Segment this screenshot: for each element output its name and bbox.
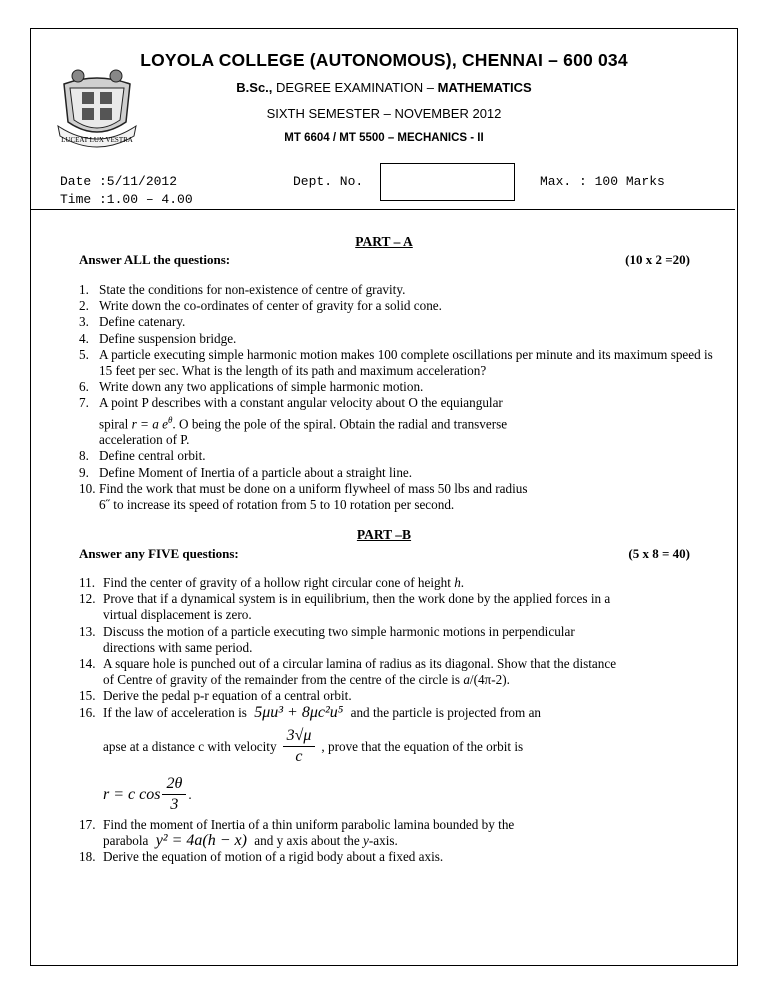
- question: 1. State the conditions for non-existence of centre of gravity.: [79, 282, 406, 297]
- svg-text:LUCEAT LUX VESTRA: LUCEAT LUX VESTRA: [61, 136, 133, 144]
- course-line: MT 6604 / MT 5500 – MECHANICS - II: [284, 132, 484, 144]
- spiral-formula: r = a e: [131, 416, 168, 432]
- dept-label: Dept. No.: [293, 174, 364, 189]
- question: 3. Define catenary.: [79, 314, 186, 330]
- degree-middle: DEGREE EXAMINATION –: [272, 80, 438, 95]
- question: 17. Find the moment of Inertia of a thin uniform parabolic lamina bounded by the parabola y² = 4a(h − x) and y axis about the y-axis.: [79, 816, 515, 850]
- question: 13. Discuss the motion of a particle executing two simple harmonic motions in perpendicular directions with same period.: [79, 623, 575, 655]
- orbit-equation: r = c cos $\frac{2\theta}{3}$ .: [103, 775, 192, 814]
- question: 14. A square hole is punched out of a circular lamina of radius as its diagonal. Show that the distance of Centre of gravity of the remainder from the centre of the circle is a/(4π-2).: [79, 656, 617, 688]
- acceleration-law-formula: 5μu³ + 8μc²u⁵: [254, 703, 344, 721]
- question: 9. Define Moment of Inertia of a particle about a straight line.: [79, 464, 413, 480]
- header-divider: [31, 209, 735, 210]
- part-a-title: PART – A: [355, 234, 413, 249]
- question: 16. If the law of acceleration is 5μu³ + 8μc²u⁵ and the particle is projected from an apse at a distance c with velocity $\frac{3√\mu}{c}$ , prove that the equation of the orbit is r = c cos $\frac{2\theta}{3}$ .: [79, 705, 703, 817]
- question: 12. Prove that if a dynamical system is in equilibrium, then the work done by the applied forces in a virtual displacement is zero.: [79, 591, 611, 623]
- question: 18. Derive the equation of motion of a rigid body about a fixed axis.: [79, 849, 444, 865]
- question: 11. Find the center of gravity of a hollow right circular cone of height h.: [79, 575, 465, 590]
- degree-prefix: B.Sc.,: [236, 80, 273, 95]
- question: 5. A particle executing simple harmonic motion makes 100 complete oscillations per minute and its maximum speed is 15 feet per sec. What is the length of its path and maximum acceleration?: [79, 346, 713, 379]
- question: 6. Write down any two applications of simple harmonic motion.: [79, 379, 424, 395]
- part-b-instruction: Answer any FIVE questions:: [79, 546, 239, 561]
- question: 7. A point P describes with a constant angular velocity about O the equiangular spiral r = a $e^\theta$. O being the pole of the spiral. Obtain the radial and transverse acceleration of P.: [79, 395, 508, 448]
- max-marks: Max. : 100 Marks: [540, 174, 665, 189]
- semester-line: SIXTH SEMESTER – NOVEMBER 2012: [266, 106, 502, 121]
- part-a-questions: [79, 282, 719, 513]
- question: 4. Define suspension bridge.: [79, 330, 237, 346]
- part-a-marks: (10 x 2 =20): [625, 252, 690, 267]
- exam-date: Date :5/11/2012: [60, 174, 178, 189]
- question: 8. Define central orbit.: [79, 448, 206, 464]
- part-b-title: PART –B: [356, 527, 412, 542]
- college-title: LOYOLA COLLEGE (AUTONOMOUS), CHENNAI – 600 034: [140, 50, 628, 70]
- parabola-formula: y² = 4a(h − x): [155, 832, 247, 850]
- question: 10. Find the work that must be done on a uniform flywheel of mass 50 lbs and radius 6˝ to increase its speed of rotation from 5 to 10 rotation per second.: [79, 480, 528, 513]
- degree-subject: MATHEMATICS: [437, 80, 532, 95]
- velocity-line: apse at a distance c with velocity $\frac{3√\mu}{c}$ , prove that the equation of the orbit is: [103, 727, 524, 766]
- part-b-marks: (5 x 8 = 40): [628, 546, 690, 561]
- exam-time: Time :1.00 – 4.00: [60, 192, 193, 207]
- degree-line: [0, 80, 768, 95]
- question: 2. Write down the co-ordinates of center of gravity for a solid cone.: [79, 298, 442, 314]
- velocity-fraction: $\frac{3√\mu}{c}$: [283, 726, 316, 767]
- part-b-questions: [79, 575, 619, 865]
- dept-number-box[interactable]: [380, 163, 515, 201]
- question: 15. Derive the pedal p-r equation of a central orbit.: [79, 688, 352, 704]
- part-a-instruction: Answer ALL the questions:: [79, 252, 231, 267]
